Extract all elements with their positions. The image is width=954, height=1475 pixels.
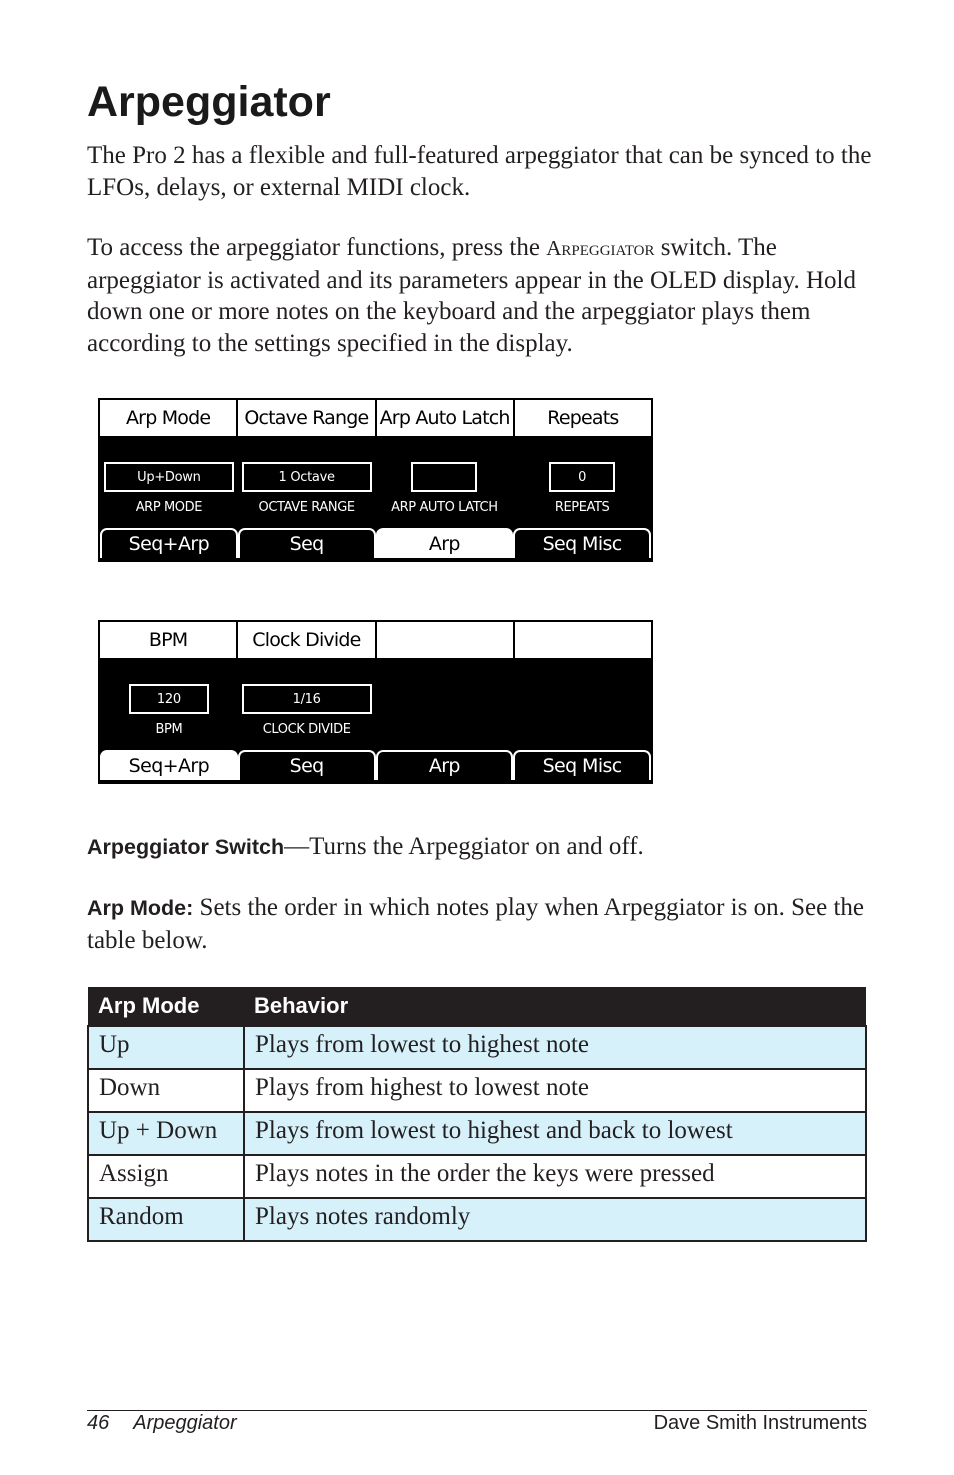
header-arp-auto-latch: Arp Auto Latch	[377, 400, 515, 436]
param-bpm	[100, 658, 238, 750]
value-box-bpm: 120	[129, 684, 209, 714]
tab-arp: Arp	[376, 750, 514, 780]
behavior-cell: Plays notes randomly	[244, 1198, 866, 1241]
access-paragraph	[87, 232, 877, 359]
label-octave-range: OCTAVE RANGE	[258, 500, 355, 515]
param-repeats	[513, 436, 651, 528]
column-header-arp-mode: Arp Mode	[88, 987, 244, 1026]
header-clock-divide: Clock Divide	[238, 622, 376, 658]
text-arpeggiator-switch: —Turns the Arpeggiator on and off.	[284, 833, 644, 860]
tab-seq-misc: Seq Misc	[513, 528, 651, 558]
oled-parameter-row	[100, 658, 651, 750]
footer-divider	[87, 1410, 867, 1411]
access-text-start: To access the arpeggiator functions, press the	[87, 234, 547, 261]
oled-tab-row	[100, 750, 651, 780]
footer-section-name: Arpeggiator	[133, 1412, 237, 1434]
page-title: Arpeggiator	[87, 78, 331, 126]
value-box-arp-mode: Up+Down	[104, 462, 234, 492]
table-row	[88, 1069, 866, 1112]
oled-parameter-row	[100, 436, 651, 528]
value-box-repeats: 0	[549, 462, 615, 492]
label-clock-divide: CLOCK DIVIDE	[262, 722, 351, 737]
oled-header-row	[100, 400, 651, 436]
oled-display-arp	[98, 398, 653, 562]
param-arp-mode	[100, 436, 238, 528]
label-repeats: REPEATS	[554, 500, 610, 515]
column-header-behavior: Behavior	[244, 987, 866, 1026]
header-arp-mode: Arp Mode	[100, 400, 238, 436]
oled-header-row	[100, 622, 651, 658]
oled-display-clock	[98, 620, 653, 784]
behavior-cell: Plays from highest to lowest note	[244, 1069, 866, 1112]
value-box-clock-divide: 1/16	[242, 684, 372, 714]
header-empty-4	[515, 622, 651, 658]
param-clock-divide	[238, 658, 376, 750]
mode-cell: Up	[88, 1026, 244, 1069]
term-arp-mode: Arp Mode:	[87, 896, 194, 920]
mode-cell: Up + Down	[88, 1112, 244, 1155]
behavior-cell: Plays from lowest to highest and back to lowest	[244, 1112, 866, 1155]
mode-cell: Assign	[88, 1155, 244, 1198]
header-bpm: BPM	[100, 622, 238, 658]
definition-arp-mode	[87, 892, 877, 956]
table-header-row	[88, 987, 866, 1026]
behavior-cell: Plays notes in the order the keys were pressed	[244, 1155, 866, 1198]
label-bpm: BPM	[155, 722, 183, 737]
tab-arp: Arp	[376, 528, 514, 558]
param-octave-range	[238, 436, 376, 528]
header-octave-range: Octave Range	[238, 400, 376, 436]
tab-seq: Seq	[238, 528, 376, 558]
label-arp-auto-latch: ARP AUTO LATCH	[391, 500, 498, 515]
param-empty-4	[513, 658, 651, 750]
tab-seq-misc: Seq Misc	[513, 750, 651, 780]
table-row	[88, 1026, 866, 1069]
label-arp-mode: ARP MODE	[135, 500, 203, 515]
term-arpeggiator-switch: Arpeggiator Switch	[87, 835, 285, 859]
access-text-end: switch. The arpeggiator is activated and its parameters appear in the OLED display. Hold down one or more notes on the keyboard and the arpeggiator plays them according to the settings specified in the display.	[87, 234, 856, 357]
value-box-arp-auto-latch	[411, 462, 477, 492]
footer-company: Dave Smith Instruments	[653, 1412, 867, 1434]
param-empty-3	[376, 658, 514, 750]
intro-paragraph: The Pro 2 has a flexible and full-featured arpeggiator that can be synced to the LFOs, delays, or external MIDI clock.	[87, 142, 872, 201]
tab-seq: Seq	[238, 750, 376, 780]
header-empty-3	[377, 622, 515, 658]
mode-cell: Random	[88, 1198, 244, 1241]
param-arp-auto-latch	[376, 436, 514, 528]
tab-seq-arp: Seq+Arp	[100, 528, 238, 558]
page-number: 46	[87, 1412, 110, 1434]
mode-cell: Down	[88, 1069, 244, 1112]
value-box-octave-range: 1 Octave	[242, 462, 372, 492]
header-repeats: Repeats	[547, 407, 619, 429]
tab-seq-arp: Seq+Arp	[100, 750, 238, 780]
table-row	[88, 1112, 866, 1155]
footer-left	[87, 1412, 237, 1435]
behavior-cell: Plays from lowest to highest note	[244, 1026, 866, 1069]
definition-arpeggiator-switch	[87, 831, 877, 864]
table-row	[88, 1198, 866, 1241]
arp-mode-table	[87, 987, 867, 1242]
oled-tab-row	[100, 528, 651, 558]
text-arp-mode: Sets the order in which notes play when Arpeggiator is on. See the table below.	[87, 894, 864, 954]
table-row	[88, 1155, 866, 1198]
arpeggiator-switch-name: Arpeggiator	[546, 236, 655, 260]
